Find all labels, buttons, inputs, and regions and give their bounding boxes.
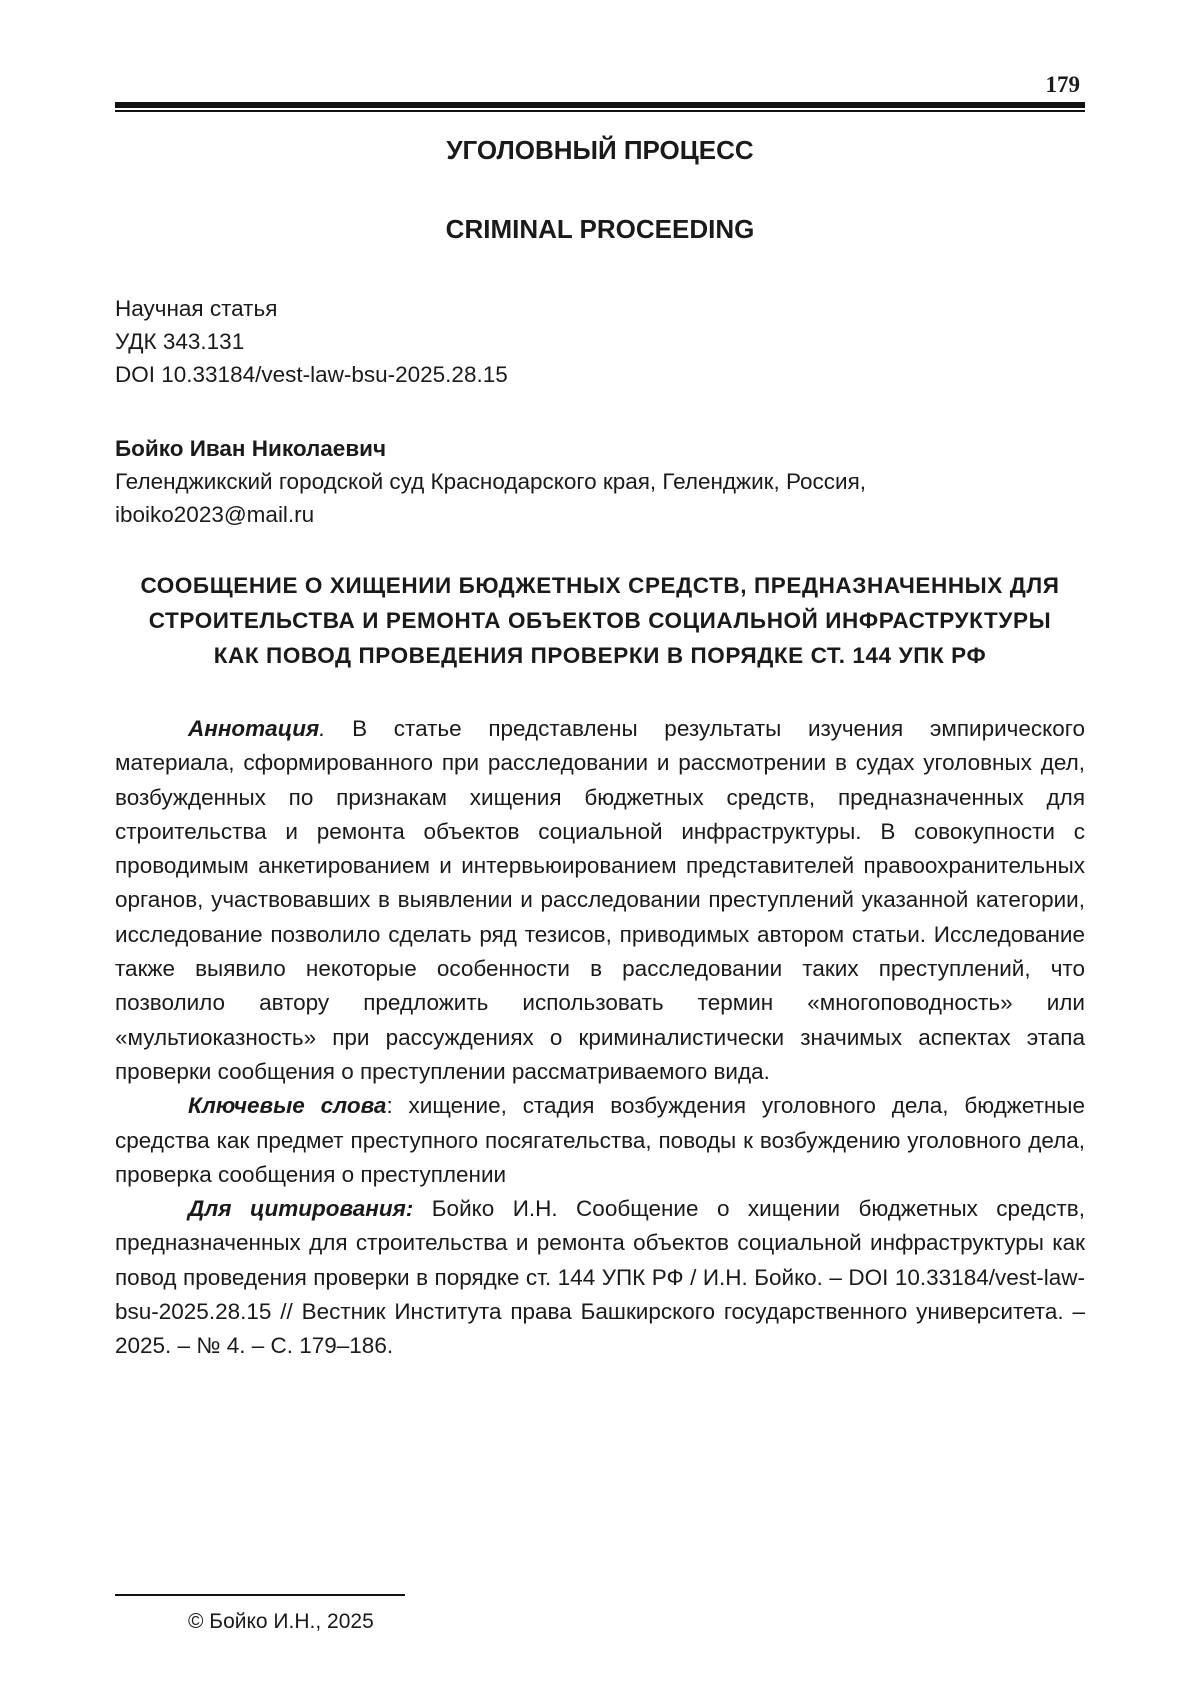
- copyright-note: © Бойко И.Н., 2025: [188, 1610, 374, 1633]
- author-info: [115, 432, 866, 531]
- udc-code: УДК 343.131: [115, 329, 245, 354]
- article-meta: [115, 292, 508, 391]
- header-rule-thin: [115, 110, 1085, 112]
- article-type: Научная статья: [115, 296, 278, 321]
- article-body: [115, 712, 1085, 1364]
- abstract-label: Аннотация: [188, 716, 320, 741]
- keywords-paragraph: [115, 1089, 1085, 1192]
- footnote-rule: [115, 1594, 405, 1596]
- abstract-label-suffix: .: [319, 716, 326, 741]
- abstract-text: В статье представлены результаты изучения эмпирического материала, сформированного при расследовании и рассмотрении в судах уголовных дел, возбужденных по признакам хищения бюджетных средств, предназначенных для строительства и ремонта объектов социальной инфраструктуры. В совокупности с проводимым анкетированием и интервьюированием представителей правоохранительных органов, участвовавших в выявлении и расследовании преступлений указанной категории, исследование позволило сделать ряд тезисов, приводимых автором статьи. Исследование также выявило некоторые особенности в расследовании таких преступлений, что позволило автору предложить использовать термин «многоповодность» или «мультиоказность» при рассуждениях о криминалистически значимых аспектах этапа проверки сообщения о преступлении рассматриваемого вида.: [115, 716, 1085, 1084]
- abstract-paragraph: [115, 712, 1085, 1089]
- section-title-en: CRIMINAL PROCEEDING: [445, 214, 755, 244]
- author-affiliation: Геленджикский городской суд Краснодарского края, Геленджик, Россия,: [115, 469, 867, 494]
- page-number: 179: [1045, 72, 1080, 97]
- author-email: iboiko2023@mail.ru: [115, 502, 315, 527]
- article-title-line: СТРОИТЕЛЬСТВА И РЕМОНТА ОБЪЕКТОВ СОЦИАЛЬНОЙ ИНФРАСТРУКТУРЫ: [148, 608, 1052, 633]
- author-name: Бойко Иван Николаевич: [115, 436, 387, 461]
- citation-paragraph: [115, 1192, 1085, 1363]
- citation-text: Бойко И.Н. Сообщение о хищении бюджетных средств, предназначенных для строительства и ремонта объектов социальной инфраструктуры как повод проведения проверки в порядке ст. 144 УПК РФ / И.Н. Бойко. – DOI 10.33184/vest-law-bsu-2025.28.15 // Вестник Института права Башкирского государственного университета. – 2025. – № 4. – С. 179–186.: [115, 1196, 1085, 1359]
- section-title-ru: УГОЛОВНЫЙ ПРОЦЕСС: [446, 135, 754, 165]
- article-title-line: СООБЩЕНИЕ О ХИЩЕНИИ БЮДЖЕТНЫХ СРЕДСТВ, ПРЕДНАЗНАЧЕННЫХ ДЛЯ: [140, 573, 1060, 598]
- header-rule-thick: [115, 102, 1085, 108]
- citation-label: Для цитирования:: [188, 1196, 414, 1222]
- doi: DOI 10.33184/vest-law-bsu-2025.28.15: [115, 362, 508, 387]
- article-title-line: КАК ПОВОД ПРОВЕДЕНИЯ ПРОВЕРКИ В ПОРЯДКЕ СТ. 144 УПК РФ: [213, 643, 987, 668]
- article-title: [115, 568, 1085, 673]
- keywords-label: Ключевые слова: [188, 1093, 387, 1119]
- keywords-text: хищение, стадия возбуждения уголовного дела, бюджетные средства как предмет преступного посягательства, поводы к возбуждению уголовного дела, проверка сообщения о преступлении: [115, 1093, 1085, 1187]
- keywords-label-suffix: :: [386, 1093, 393, 1119]
